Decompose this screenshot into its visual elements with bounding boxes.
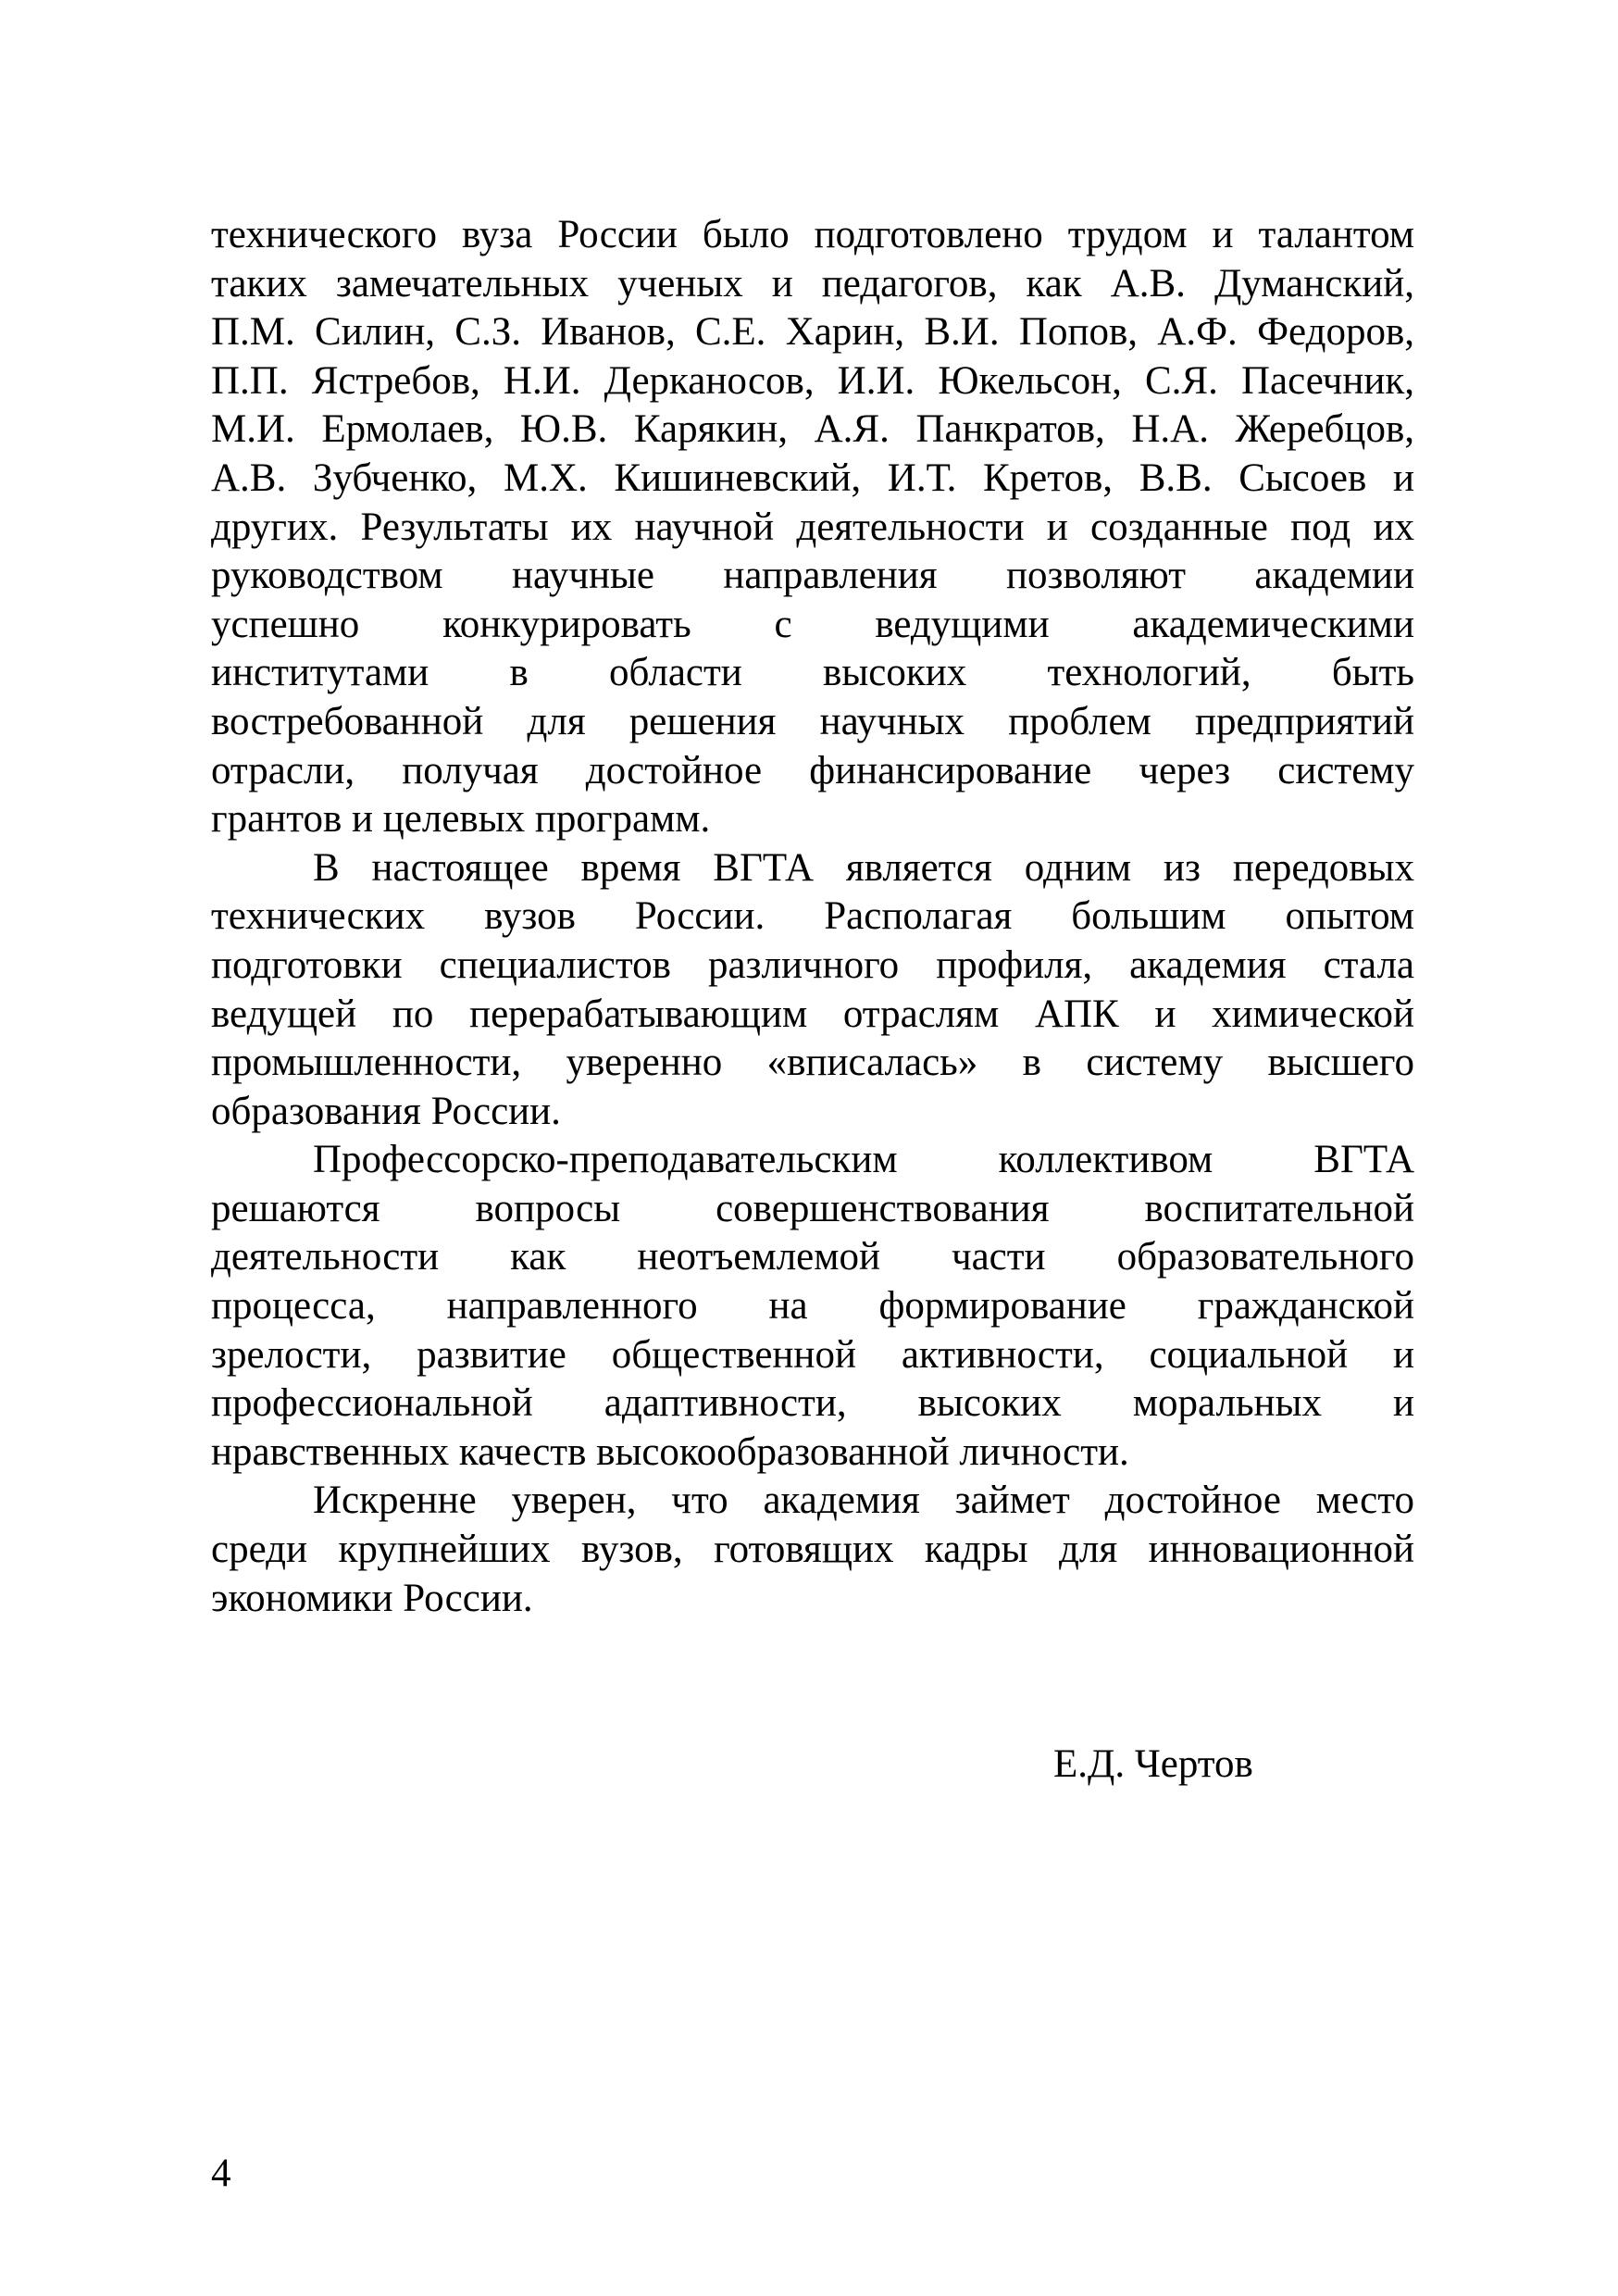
text-line: деятельности как неотъемлемой части образовательного xyxy=(211,1235,1414,1279)
text-line: руководством научные направления позволяют академии xyxy=(211,554,1414,598)
text-line: таких замечательных ученых и педагогов, как А.В. Думанский, xyxy=(211,261,1414,306)
text-line: институтами в области высоких технологий, быть xyxy=(211,651,1414,695)
text-line: процесса, направленного на формирование гражданской xyxy=(211,1284,1414,1329)
author-signature: Е.Д. Чертов xyxy=(1053,1742,1253,1786)
text-line: М.И. Ермолаев, Ю.В. Карякин, А.Я. Панкратов, Н.А. Жеребцов, xyxy=(211,407,1414,452)
text-line: решаются вопросы совершенствования воспитательной xyxy=(211,1186,1414,1230)
text-line: грантов и целевых программ. xyxy=(211,797,711,842)
text-line: нравственных качеств высокообразованной личности. xyxy=(211,1429,1129,1474)
text-line: образования России. xyxy=(211,1089,561,1133)
text-line-paragraph-start: Искренне уверен, что академия займет достойное место xyxy=(313,1479,1414,1523)
text-line: среди крупнейших вузов, готовящих кадры для инновационной xyxy=(211,1528,1414,1572)
text-line: других. Результаты их научной деятельности и созданные под их xyxy=(211,505,1414,549)
text-line: промышленности, уверенно «вписалась» в систему высшего xyxy=(211,1041,1414,1085)
text-line: успешно конкурировать с ведущими академическими xyxy=(211,602,1414,646)
text-line-paragraph-start: Профессорско-преподавательским коллективом ВГТА xyxy=(313,1138,1414,1182)
text-line-paragraph-start: В настоящее время ВГТА является одним из передовых xyxy=(313,845,1414,890)
text-line: ведущей по перерабатывающим отраслям АПК и химической xyxy=(211,992,1414,1036)
text-line: зрелости, развитие общественной активности, социальной и xyxy=(211,1332,1414,1377)
text-line: П.П. Ястребов, Н.И. Дерканосов, И.И. Юкельсон, С.Я. Пасечник, xyxy=(211,358,1414,403)
text-line: востребованной для решения научных проблем предприятий xyxy=(211,699,1414,743)
text-line: технического вуза России было подготовлено трудом и талантом xyxy=(211,213,1414,256)
text-line: экономики России. xyxy=(211,1576,533,1620)
text-line: отрасли, получая достойное финансирование через систему xyxy=(211,748,1414,792)
text-line: подготовки специалистов различного профиля, академия стала xyxy=(211,942,1414,987)
text-line: А.В. Зубченко, М.Х. Кишиневский, И.Т. Кретов, В.В. Сысоев и xyxy=(211,455,1414,500)
body-text xyxy=(211,211,1414,1623)
text-line: технических вузов России. Располагая большим опытом xyxy=(211,894,1414,939)
page-number: 4 xyxy=(211,2152,231,2195)
text-line: профессиональной адаптивности, высоких моральных и xyxy=(211,1381,1414,1426)
text-line: П.М. Силин, С.З. Иванов, С.Е. Харин, В.И. Попов, А.Ф. Федоров, xyxy=(211,310,1414,355)
